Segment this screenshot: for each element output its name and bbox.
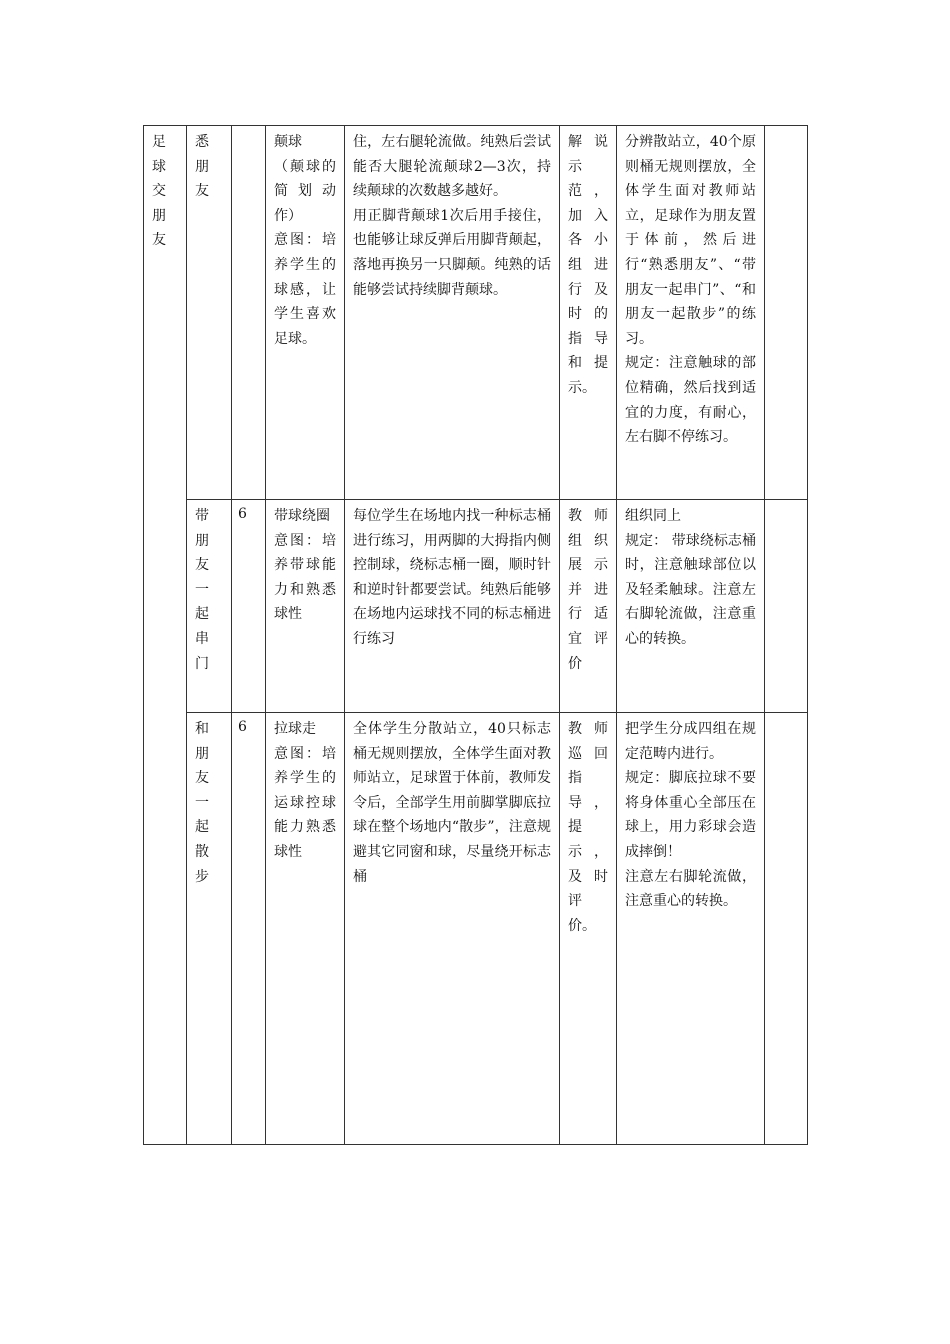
guidance-cell xyxy=(560,126,617,500)
method-paragraph: 每位学生在场地内找一种标志桶进行练习，用两脚的大拇指内侧控制球，绕标志桶一圈，顺时针和逆时针都要尝试。纯熟后能够在场地内运球找不同的标志桶进行练习 xyxy=(353,508,551,647)
remarks-cell xyxy=(765,500,808,713)
content-cell xyxy=(266,126,345,500)
method-cell xyxy=(345,713,560,1145)
content-title: 带球绕圈 xyxy=(274,508,330,524)
content-cell xyxy=(266,713,345,1145)
organization-cell xyxy=(617,126,765,500)
count-cell xyxy=(232,713,266,1145)
count-cell xyxy=(232,500,266,713)
remarks-cell xyxy=(765,126,808,500)
guidance-cell xyxy=(560,500,617,713)
guidance-text: 解说示范，加入各小组进行及时的指导和提示。 xyxy=(568,134,608,396)
method-cell xyxy=(345,500,560,713)
method-paragraph: 全体学生分散站立，40只标志桶无规则摆放，全体学生面对教师站立，足球置于体前，教师发令后，全部学生用前脚掌脚底拉球在整个场地内“散步”，注意规避其它同窗和球，尽量绕开标志桶 xyxy=(353,721,551,885)
guidance-text: 教师巡回指导，提示，及时评价。 xyxy=(568,721,608,934)
activity-cell xyxy=(187,713,232,1145)
table-row xyxy=(144,713,808,1145)
count-cell xyxy=(232,126,266,500)
method-cell xyxy=(345,126,560,500)
organization-paragraph: 规定：脚底拉球不要将身体重心全部压在球上，用力彩球会造成摔倒！ xyxy=(625,770,756,860)
activity-cell xyxy=(187,126,232,500)
organization-paragraph: 规定： 带球绕标志桶时，注意触球部位以及轻柔触球。注意左右脚轮流做，注意重心的转换。 xyxy=(625,532,756,647)
organization-cell xyxy=(617,500,765,713)
organization-paragraph: 规定：注意触球的部位精确，然后找到适宜的力度，有耐心，左右脚不停练习。 xyxy=(625,355,756,446)
organization-paragraph: 组织同上 xyxy=(625,508,681,524)
unit-label-cell xyxy=(144,126,187,1145)
guidance-cell xyxy=(560,713,617,1145)
guidance-text: 教师组织展示并进行适宜评价 xyxy=(568,508,608,672)
lesson-plan-table xyxy=(143,125,808,1145)
table-row xyxy=(144,126,808,500)
organization-paragraph: 把学生分成四组在规定范畴内进行。 xyxy=(625,721,756,762)
count-value: 6 xyxy=(238,506,247,522)
content-intent: 意图：培养带球能力和熟悉球性 xyxy=(274,532,336,623)
organization-paragraph: 注意左右脚轮流做，注意重心的转换。 xyxy=(625,868,756,910)
unit-label: 足 球 交 朋 友 xyxy=(152,134,166,249)
activity-cell xyxy=(187,500,232,713)
organization-cell xyxy=(617,713,765,1145)
content-intent: 意图：培养学生的运球控球能力熟悉球性 xyxy=(274,745,336,860)
remarks-cell xyxy=(765,713,808,1145)
content-title: 拉球走 xyxy=(274,721,316,737)
table-row xyxy=(144,500,808,713)
activity-name: 和 朋 友 一 起 散 步 xyxy=(195,721,209,885)
method-paragraph: 住，左右腿轮流做。纯熟后尝试能否大腿轮流颠球2—3次，持续颠球的次数越多越好。 xyxy=(353,134,551,200)
content-cell xyxy=(266,500,345,713)
activity-name: 带 朋 友 一 起 串 门 xyxy=(195,508,209,672)
organization-paragraph: 分辨散站立，40个原则桶无规则摆放，全体学生面对教师站立，足球作为朋友置于体前，然后进行“熟悉朋友”、“带朋友一起串门”、“和朋友一起散步”的练习。 xyxy=(625,134,756,347)
activity-name: 悉 朋 友 xyxy=(195,134,209,200)
content-intent: 意图：培养学生的球感，让学生喜欢足球。 xyxy=(274,232,336,347)
content-title: 颠球 （颠球的简划动作） xyxy=(274,134,336,224)
count-value: 6 xyxy=(238,719,247,735)
method-paragraph: 用正脚背颠球1次后用手接住，也能够让球反弹后用脚背颠起，落地再换另一只脚颠。纯熟的话能够尝试持续脚背颠球。 xyxy=(353,207,551,298)
